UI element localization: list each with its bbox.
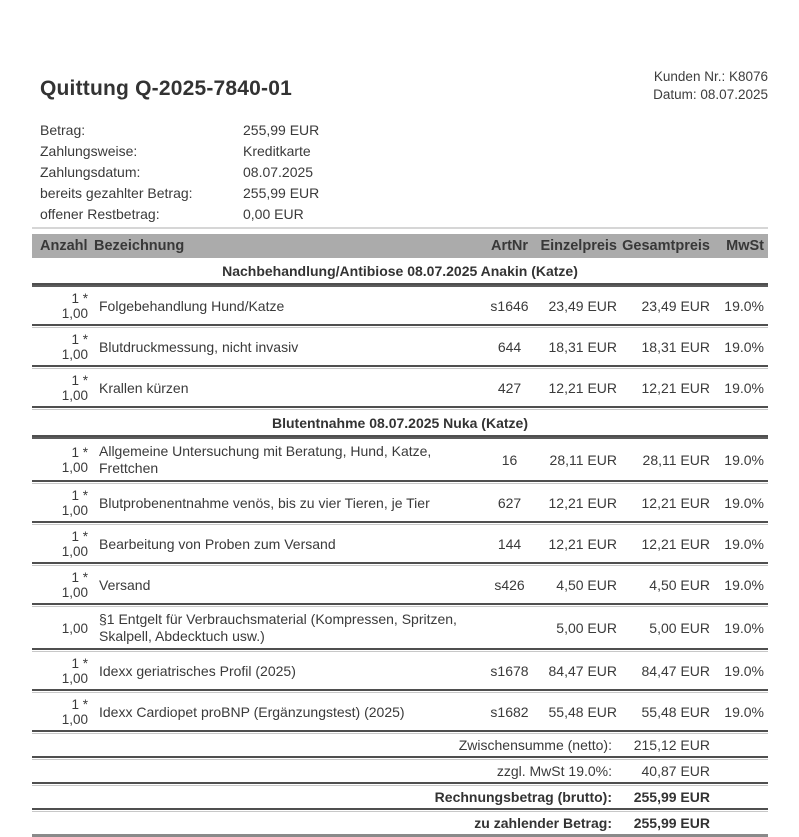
qty-top: 1 * [71,445,88,460]
artnr-cell: 627 [497,495,522,511]
table-row [32,525,768,562]
summary-value: 0,00 EUR [243,206,304,222]
qty-bottom: 1,00 [61,712,88,727]
artnr-cell: s1682 [490,704,529,720]
vat-cell: 19.0% [724,663,764,679]
summary-row [40,120,768,141]
vat-cell: 19.0% [724,536,764,552]
summary-value: 255,99 EUR [243,185,320,201]
artnr-cell: s426 [494,577,525,593]
table-header-artnr: ArtNr [490,238,529,254]
total-price-cell: 55,48 EUR [641,704,710,720]
unit-price-cell: 12,21 EUR [548,536,617,552]
table-row [32,328,768,365]
table-row [32,566,768,603]
description-cell: Blutprobenentnahme venös, bis zu vier Tieren, je Tier [99,494,430,511]
qty-bottom: 1,00 [61,620,88,636]
artnr-cell: 16 [501,452,518,468]
qty-top: 1 * [71,570,88,585]
table-header-gesamtpreis: Gesamtpreis [622,238,710,254]
summary-label: Zahlungsdatum: [40,164,141,180]
table-row [32,652,768,689]
totals-block [32,734,768,837]
qty-bottom: 1,00 [61,347,88,362]
qty-bottom: 1,00 [61,460,88,475]
qty-top: 1 * [71,656,88,671]
summary-value: 255,99 EUR [243,122,320,138]
qty-cell [32,656,92,686]
description-cell: Blutdruckmessung, nicht invasiv [99,338,299,355]
qty-bottom: 1,00 [61,544,88,559]
vat-cell: 19.0% [724,298,764,314]
qty-cell [32,621,92,636]
customer-block [653,68,768,103]
qty-top: 1 * [71,488,88,503]
summary-value: Kreditkarte [243,143,311,159]
payment-summary [32,120,768,225]
totals-row [32,734,768,756]
qty-cell [32,570,92,600]
summary-row [40,183,768,204]
description-cell: Idexx geriatrisches Profil (2025) [99,662,296,679]
qty-bottom: 1,00 [61,503,88,518]
description-cell: Krallen kürzen [99,379,189,396]
qty-top: 1 * [71,332,88,347]
totals-value: 255,99 EUR [633,815,710,831]
qty-cell [32,291,92,321]
table-header-einzelpreis: Einzelpreis [540,238,617,254]
table-row [32,607,768,648]
total-price-cell: 12,21 EUR [641,495,710,511]
description-cell: Idexx Cardiopet proBNP (Ergänzungstest) (2025) [99,703,405,720]
table-header-mwst: MwSt [726,238,764,254]
unit-price-cell: 12,21 EUR [548,495,617,511]
qty-cell [32,445,92,475]
description-cell: Bearbeitung von Proben zum Versand [99,535,336,552]
qty-bottom: 1,00 [61,388,88,403]
total-price-cell: 12,21 EUR [641,536,710,552]
totals-row [32,786,768,808]
qty-top: 1 * [71,373,88,388]
totals-label: zu zahlender Betrag: [474,815,612,831]
total-price-cell: 12,21 EUR [641,380,710,396]
document-header [32,68,768,103]
summary-value: 08.07.2025 [243,164,314,180]
table-row [32,439,768,480]
summary-divider [32,227,768,229]
table-row [32,287,768,324]
total-price-cell: 18,31 EUR [641,339,710,355]
unit-price-cell: 18,31 EUR [548,339,617,355]
artnr-cell: 427 [497,380,522,396]
summary-label: offener Restbetrag: [40,206,160,222]
total-price-cell: 28,11 EUR [642,452,710,468]
qty-bottom: 1,00 [61,671,88,686]
section-header: Nachbehandlung/Antibiose 08.07.2025 Anakin (Katze) [222,263,578,279]
artnr-cell: 644 [497,339,522,355]
receipt-title: Quittung Q-2025-7840-01 [40,77,293,100]
vat-cell: 19.0% [724,577,764,593]
summary-row [40,162,768,183]
totals-label: zzgl. MwSt 19.0%: [496,763,612,779]
qty-cell [32,697,92,727]
totals-value: 255,99 EUR [633,789,710,805]
qty-cell [32,529,92,559]
unit-price-cell: 12,21 EUR [548,380,617,396]
vat-cell: 19.0% [724,380,764,396]
artnr-cell: s1678 [490,663,529,679]
vat-cell: 19.0% [724,495,764,511]
totals-row [32,812,768,834]
description-cell: Allgemeine Untersuchung mit Beratung, Hund, Katze, Frettchen [99,443,432,476]
unit-price-cell: 28,11 EUR [549,452,617,468]
table-row [32,693,768,730]
customer-number: Kunden Nr.: K8076 [653,69,768,84]
vat-cell: 19.0% [724,452,764,468]
qty-top: 1 * [71,529,88,544]
description-cell: Versand [99,576,151,593]
section-header: Blutentnahme 08.07.2025 Nuka (Katze) [272,415,528,431]
qty-bottom: 1,00 [61,585,88,600]
document-date: Datum: 08.07.2025 [653,86,768,102]
unit-price-cell: 84,47 EUR [548,663,617,679]
summary-row [40,204,768,225]
unit-price-cell: 4,50 EUR [556,577,617,593]
summary-row [40,141,768,162]
summary-label: bereits gezahlter Betrag: [40,185,193,201]
table-header-anzahl: Anzahl [40,238,88,254]
total-price-cell: 5,00 EUR [649,620,710,636]
totals-row [32,760,768,782]
total-price-cell: 4,50 EUR [649,577,710,593]
table-header-row [32,234,768,258]
table-header-bezeichnung: Bezeichnung [94,238,185,254]
qty-cell [32,373,92,403]
unit-price-cell: 5,00 EUR [556,620,617,636]
qty-top: 1 * [71,291,88,306]
description-cell: §1 Entgelt für Verbrauchsmaterial (Kompressen, Spritzen, Skalpell, Abdecktuch usw.) [99,611,457,644]
totals-label: Zwischensumme (netto): [458,737,612,753]
summary-label: Zahlungsweise: [40,143,138,159]
totals-value: 215,12 EUR [633,737,710,753]
qty-bottom: 1,00 [61,306,88,321]
total-price-cell: 23,49 EUR [641,298,710,314]
totals-label: Rechnungsbetrag (brutto): [434,789,612,805]
artnr-cell: 144 [497,536,522,552]
unit-price-cell: 55,48 EUR [548,704,617,720]
unit-price-cell: 23,49 EUR [548,298,617,314]
totals-value: 40,87 EUR [641,763,710,779]
total-price-cell: 84,47 EUR [641,663,710,679]
summary-label: Betrag: [40,122,86,138]
qty-top: 1 * [71,697,88,712]
qty-cell [32,332,92,362]
table-body [32,258,768,734]
vat-cell: 19.0% [724,620,764,636]
qty-cell [32,488,92,518]
artnr-cell: s1646 [490,298,529,314]
table-row [32,369,768,406]
vat-cell: 19.0% [724,704,764,720]
table-row [32,484,768,521]
vat-cell: 19.0% [724,339,764,355]
description-cell: Folgebehandlung Hund/Katze [99,297,285,314]
